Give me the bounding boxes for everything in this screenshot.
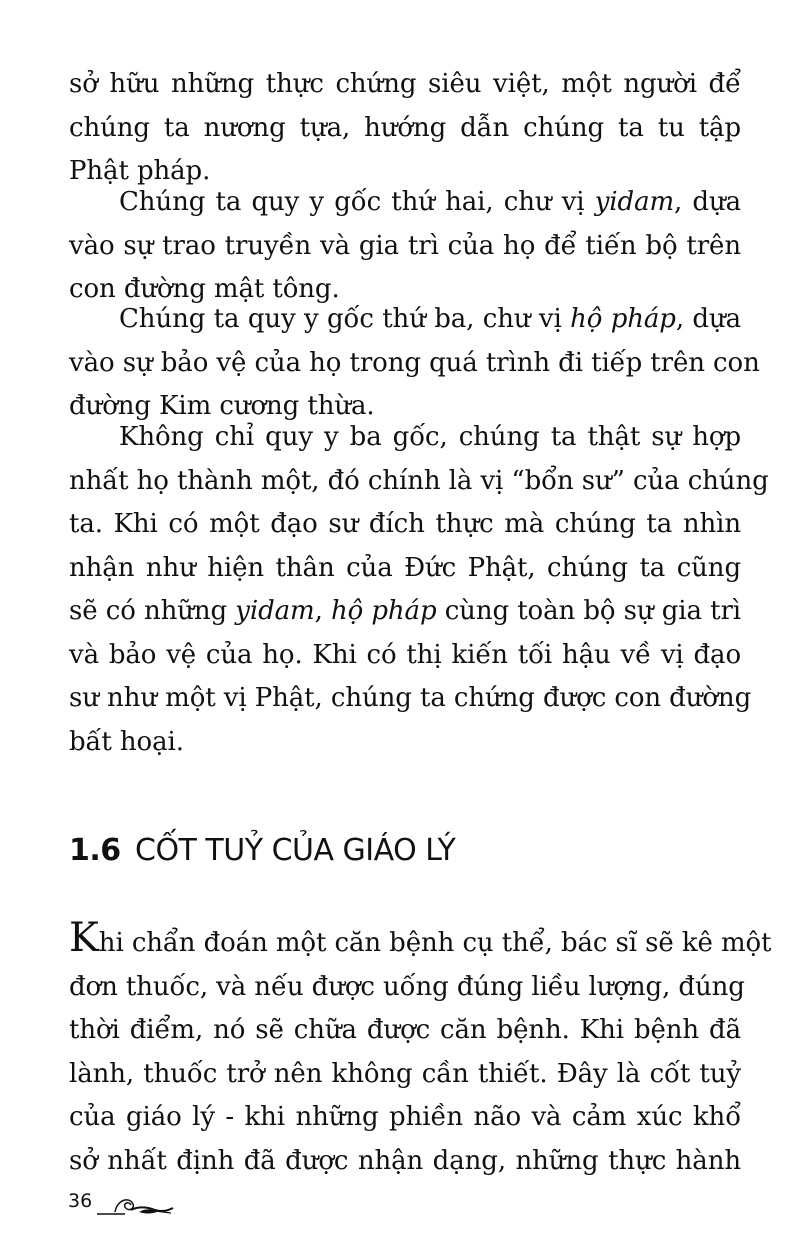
text-line: ta. Khi có một đạo sư đích thực mà chúng ta nhìn: [69, 509, 741, 539]
text-line: Không chỉ quy y ba gốc, chúng ta thật sự hợp: [119, 422, 741, 452]
text-line: sư như một vị Phật, chúng ta chứng được con đường: [69, 683, 752, 713]
text-line: lành, thuốc trở nên không cần thiết. Đây là cốt tuỷ: [69, 1058, 741, 1089]
paragraph-refuge-first-root-continued: [69, 63, 741, 194]
paragraph-root-guru: [69, 416, 769, 764]
text-line: [69, 298, 741, 342]
text-run: , dựa: [674, 187, 741, 217]
italic-term: yidam: [235, 596, 315, 626]
text-run: ,: [314, 596, 331, 626]
text-run: Chúng ta quy y gốc thứ ba, chư vị: [119, 304, 571, 334]
section-number: 1.6: [69, 833, 121, 868]
paragraph-essence-of-teaching: [69, 915, 772, 1183]
text-line: con đường mật tông.: [69, 274, 340, 304]
text-run: hi chẩn đoán một căn bệnh cụ thể, bác sĩ sẽ kê một: [98, 928, 772, 958]
text-line: đơn thuốc, và nếu được uống đúng liều lượng, đúng: [69, 971, 745, 1002]
page-number: 36: [68, 1190, 93, 1212]
text-line: vào sự bảo vệ của họ trong quá trình đi tiếp trên con: [69, 347, 760, 378]
text-line: chúng ta nương tựa, hướng dẫn chúng ta tu tập: [69, 112, 741, 143]
italic-term: hộ pháp: [570, 304, 676, 334]
text-line: vào sự trao truyền và gia trì của họ để tiến bộ trên: [69, 230, 741, 261]
section-title: CỐT TUỶ CỦA GIÁO LÝ: [135, 833, 456, 868]
text-line: của giáo lý - khi những phiền não và cảm xúc khổ: [69, 1102, 741, 1132]
paragraph-refuge-second-root: [69, 181, 741, 312]
text-line: đường Kim cương thừa.: [69, 391, 375, 421]
italic-term: hộ pháp: [330, 596, 437, 626]
italic-term: yidam: [594, 187, 675, 217]
text-line: [69, 590, 741, 634]
text-line: nhận như hiện thân của Đức Phật, chúng ta cũng: [69, 552, 741, 583]
text-line: [69, 915, 772, 966]
text-line: và bảo vệ của họ. Khi có thị kiến tối hậu về vị đạo: [69, 639, 741, 670]
text-line: bất hoại.: [69, 726, 184, 757]
text-line: [69, 181, 741, 225]
section-heading: [69, 833, 455, 868]
text-line: nhất họ thành một, đó chính là vị “bổn sư” của chúng: [69, 465, 769, 496]
text-run: , dựa: [675, 304, 741, 334]
text-run: sẽ có những: [69, 596, 236, 626]
text-line: sở hữu những thực chứng siêu việt, một người để: [69, 69, 741, 99]
text-line: Phật pháp.: [69, 156, 211, 186]
flourish-ornament-icon: [95, 1192, 175, 1218]
text-run: Chúng ta quy y gốc thứ hai, chư vị: [119, 187, 595, 217]
paragraph-refuge-third-root: [69, 298, 760, 429]
text-run: cùng toàn bộ sự gia trì: [436, 596, 741, 626]
drop-cap: K: [69, 915, 99, 961]
text-line: sở nhất định đã được nhận dạng, những thực hành: [69, 1145, 741, 1176]
text-line: thời điểm, nó sẽ chữa được căn bệnh. Khi bệnh đã: [69, 1015, 741, 1045]
